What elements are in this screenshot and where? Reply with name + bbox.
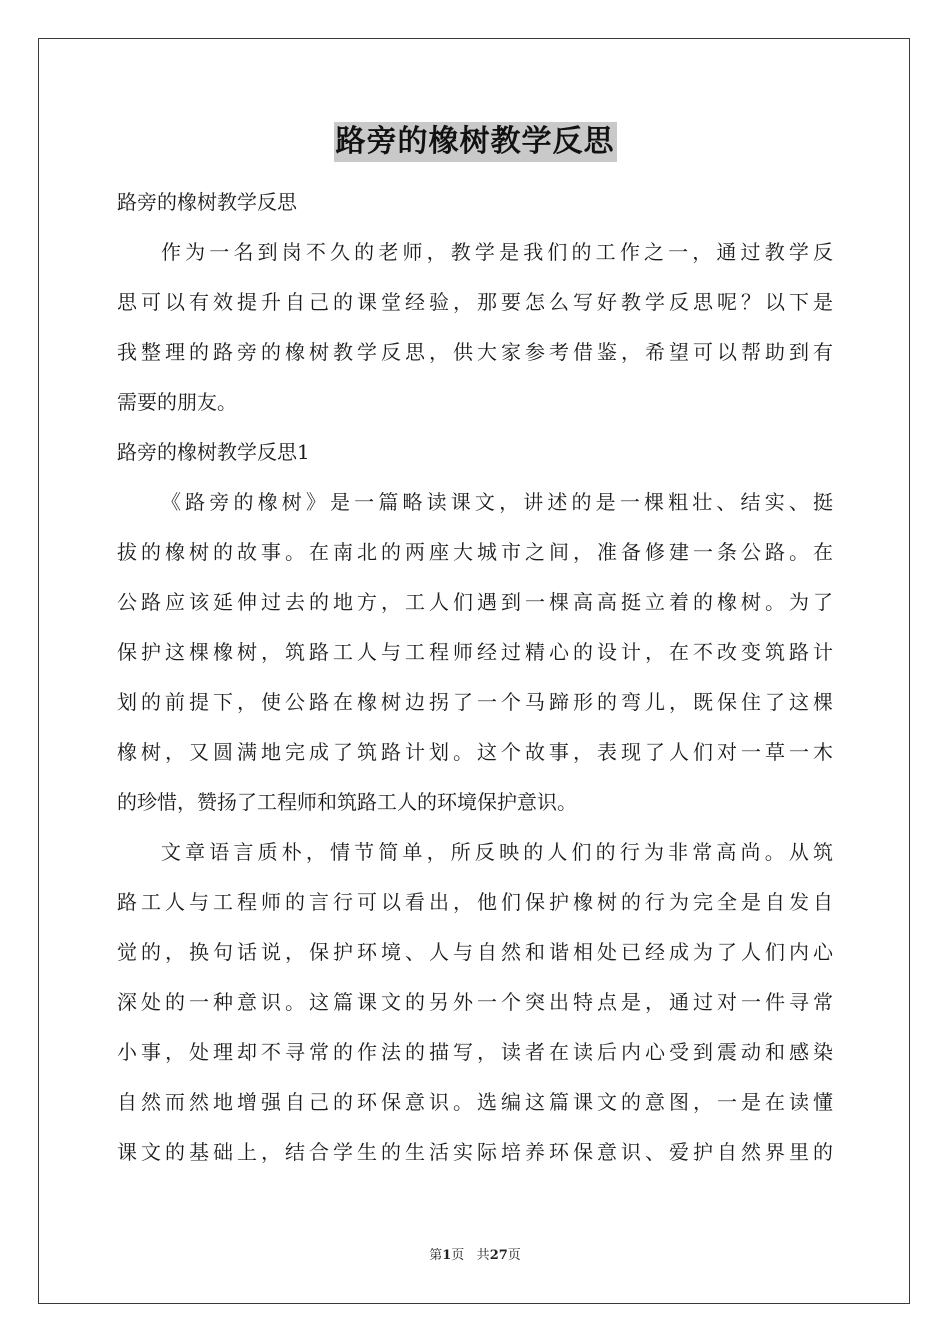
text-line: 课文的基础上，结合学生的生活实际培养环保意识、爱护自然界里的 xyxy=(117,1140,833,1164)
text-line: 拔的橡树的故事。在南北的两座大城市之间，准备修建一条公路。在 xyxy=(117,540,833,564)
total-pages: 27 xyxy=(489,1248,508,1263)
text-line: 思可以有效提升自己的课堂经验，那要怎么写好教学反思呢？以下是 xyxy=(117,290,833,314)
text-line: 觉的，换句话说，保护环境、人与自然和谐相处已经成为了人们内心 xyxy=(117,940,833,964)
title-container xyxy=(0,122,950,162)
text-line: 小事，处理却不寻常的作法的描写，读者在读后内心受到震动和感染 xyxy=(117,1040,833,1064)
text-line: 作为一名到岗不久的老师，教学是我们的工作之一，通过教学反 xyxy=(161,240,833,264)
total-prefix: 共 xyxy=(476,1248,490,1263)
section-heading: 路旁的橡树教学反思 xyxy=(117,190,297,214)
text-line: 我整理的路旁的橡树教学反思，供大家参考借鉴，希望可以帮助到有 xyxy=(117,340,833,364)
text-line: 的珍惜，赞扬了工程师和筑路工人的环境保护意识。 xyxy=(117,790,577,814)
document-body xyxy=(117,177,833,1177)
text-line: 深处的一种意识。这篇课文的另外一个突出特点是，通过对一件寻常 xyxy=(117,990,833,1014)
total-suffix: 页 xyxy=(507,1248,521,1263)
text-line: 需要的朋友。 xyxy=(117,390,237,414)
text-line: 自然而然地增强自己的环保意识。选编这篇课文的意图，一是在读懂 xyxy=(117,1090,833,1114)
text-line: 保护这棵橡树，筑路工人与工程师经过精心的设计，在不改变筑路计 xyxy=(117,640,833,664)
text-line: 划的前提下，使公路在橡树边拐了一个马蹄形的弯儿，既保住了这棵 xyxy=(117,690,833,714)
document-title: 路旁的橡树教学反思 xyxy=(334,122,617,162)
section-heading: 路旁的橡树教学反思1 xyxy=(117,440,310,464)
page-number: 1 xyxy=(442,1248,452,1263)
text-line: 路工人与工程师的言行可以看出，他们保护橡树的行为完全是自发自 xyxy=(117,890,833,914)
page-prefix: 第 xyxy=(429,1248,443,1263)
text-line: 公路应该延伸过去的地方，工人们遇到一棵高高挺立着的橡树。为了 xyxy=(117,590,833,614)
page-footer xyxy=(0,1244,950,1263)
text-line: 《路旁的橡树》是一篇略读课文，讲述的是一棵粗壮、结实、挺 xyxy=(161,490,833,514)
page-suffix: 页 xyxy=(451,1248,465,1263)
text-line: 文章语言质朴，情节简单，所反映的人们的行为非常高尚。从筑 xyxy=(161,840,833,864)
text-line: 橡树，又圆满地完成了筑路计划。这个故事，表现了人们对一草一木 xyxy=(117,740,833,764)
